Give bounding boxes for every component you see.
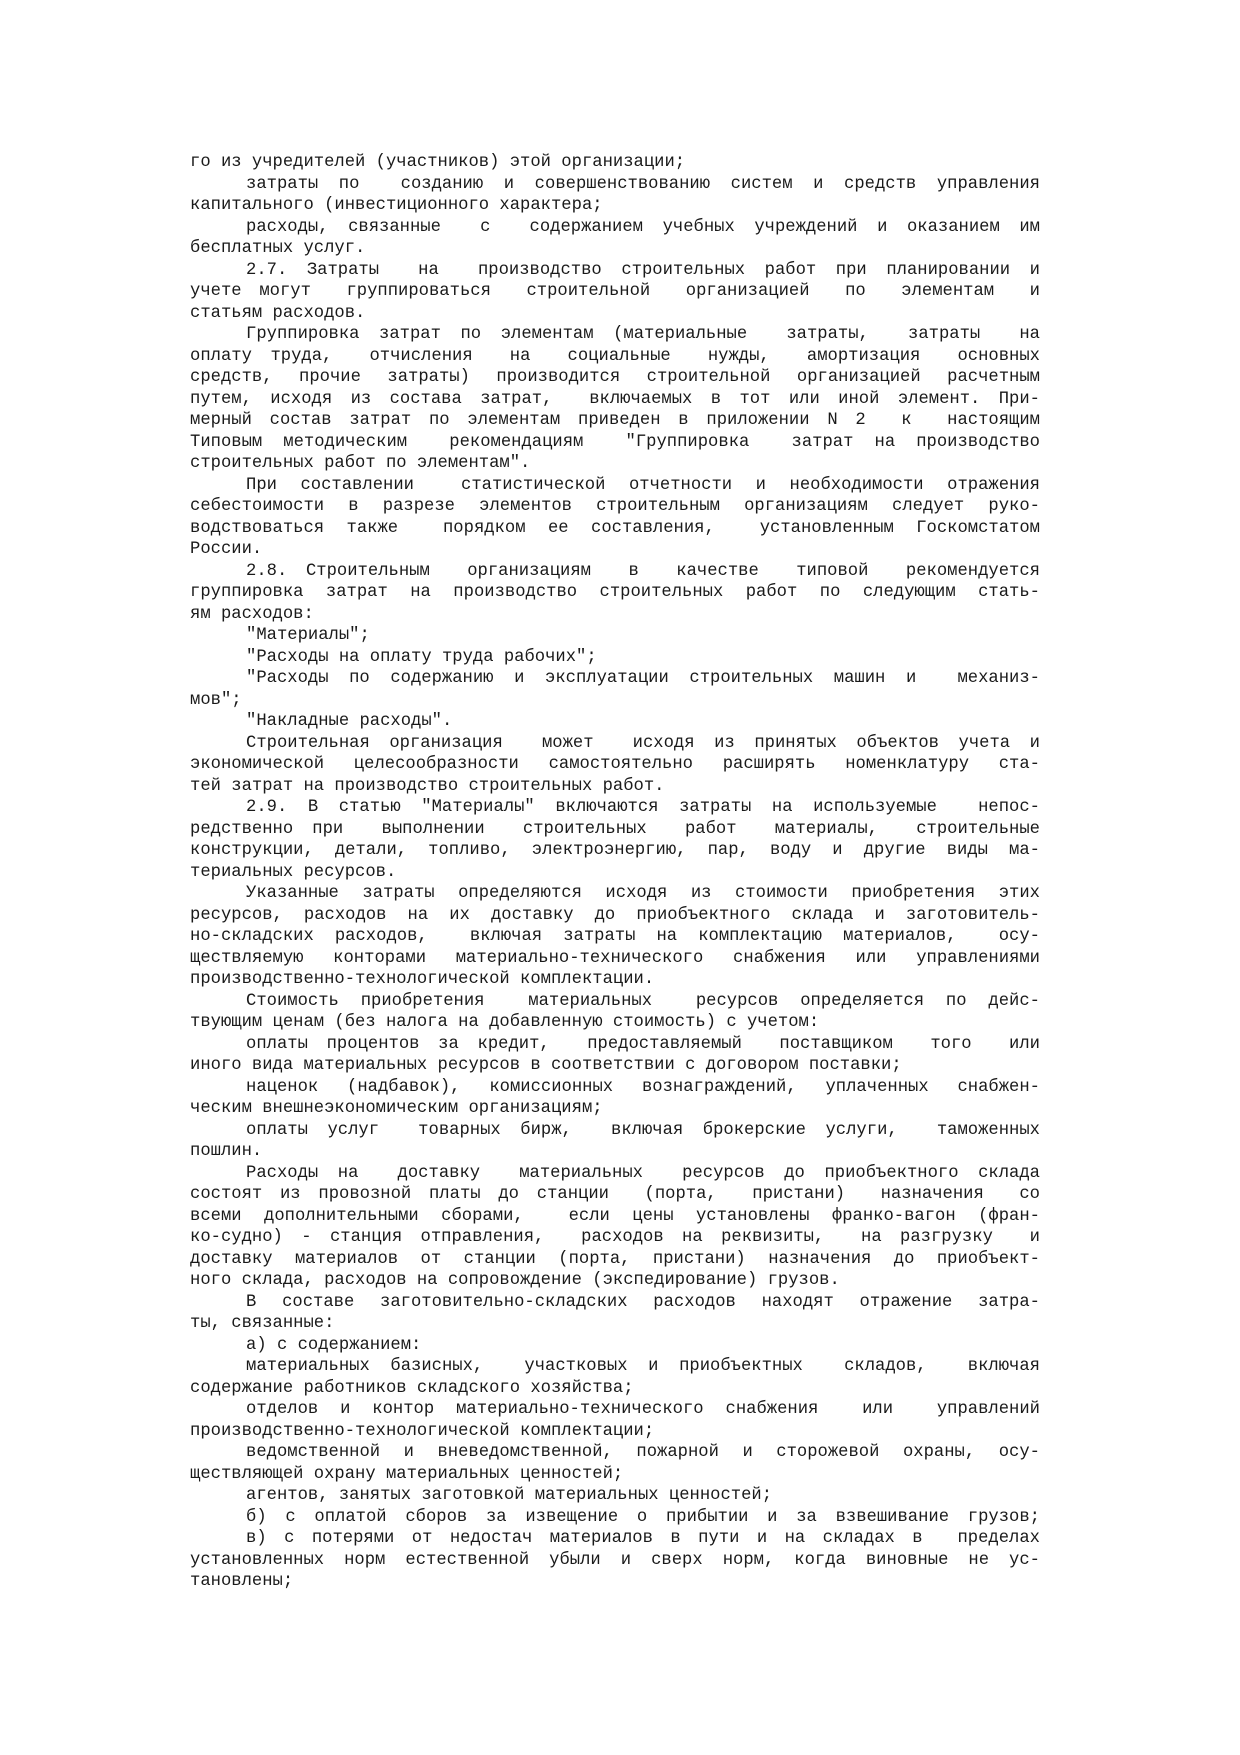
text-line: наценок (надбавок), комиссионных вознаграждений, уплаченных снабжен-	[246, 1077, 1040, 1097]
text-line: оплату труда, отчисления на социальные нужды, амортизация основных	[190, 346, 1040, 366]
text-line: средств, прочие затраты) производится строительной организацией расчетным	[190, 368, 1040, 387]
text-line: отделов и контор материально-технического снабжения или управлений	[246, 1400, 1040, 1419]
document-page	[190, 152, 1040, 1593]
text-line: 2.9. В статью "Материалы" включаются затраты на используемые непос-	[246, 798, 1040, 817]
text-line: всеми дополнительными сборами, если цены установлены франко-вагон (фран-	[190, 1206, 1040, 1226]
text-line: "Расходы на оплату труда рабочих";	[246, 647, 597, 667]
text-line: статьям расходов.	[190, 303, 366, 323]
text-line: учете могут группироваться строительной организацией по элементам и	[190, 282, 1040, 301]
text-line: материальных базисных, участковых и приобъектных складов, включая	[246, 1357, 1040, 1376]
text-line: затраты по созданию и совершенствованию систем и средств управления	[246, 174, 1040, 194]
text-line: ществляющей охрану материальных ценностей;	[190, 1464, 624, 1484]
text-line: установленных норм естественной убыли и сверх норм, когда виновные не ус-	[190, 1550, 1040, 1570]
text-line: оплаты процентов за кредит, предоставляемый поставщиком того или	[246, 1034, 1040, 1054]
text-line: 2.7. Затраты на производство строительных работ при планировании и	[246, 260, 1040, 280]
text-line: строительных работ по элементам".	[190, 454, 531, 473]
text-line: тановлены;	[190, 1572, 294, 1591]
text-line: производственно-технологической комплектации.	[190, 970, 655, 989]
text-line: России.	[190, 540, 263, 559]
text-line: "Расходы по содержанию и эксплуатации строительных машин и механиз-	[246, 669, 1040, 688]
text-line: агентов, занятых заготовкой материальных ценностей;	[246, 1486, 773, 1505]
text-line: твующим ценам (без налога на добавленную стоимость) с учетом:	[190, 1013, 820, 1032]
text-line: ческим внешнеэкономическим организациям;	[190, 1099, 603, 1118]
text-line: содержание работников складского хозяйства;	[190, 1378, 634, 1398]
text-line: Группировка затрат по элементам (материальные затраты, затраты на	[246, 325, 1040, 344]
text-line: оплаты услуг товарных бирж, включая брокерские услуги, таможенных	[246, 1120, 1040, 1140]
text-line: Расходы на доставку материальных ресурсов до приобъектного склада	[246, 1163, 1040, 1183]
text-line: доставку материалов от станции (порта, пристани) назначения до приобъект-	[190, 1249, 1040, 1269]
text-line: териальных ресурсов.	[190, 862, 397, 882]
text-line: 2.8. Строительным организациям в качестве типовой рекомендуется	[246, 561, 1040, 581]
text-line: себестоимости в разрезе элементов строительным организациям следует руко-	[190, 497, 1040, 516]
text-line: группировка затрат на производство строительных работ по следующим стать-	[190, 583, 1040, 602]
text-line: редственно при выполнении строительных работ материалы, строительные	[190, 819, 1040, 839]
text-line: производственно-технологической комплектации;	[190, 1421, 655, 1441]
text-line: При составлении статистической отчетности и необходимости отражения	[246, 475, 1040, 495]
text-line: капитального (инвестиционного характера;	[190, 196, 603, 215]
text-line: ного склада, расходов на сопровождение (экспедирование) грузов.	[190, 1271, 840, 1290]
text-line: в) с потерями от недостач материалов в пути и на складах в пределах	[246, 1529, 1040, 1548]
text-line: "Накладные расходы".	[246, 712, 453, 731]
text-line: Типовым методическим рекомендациям "Группировка затрат на производство	[190, 432, 1040, 452]
text-line: ществляемую конторами материально-технического снабжения или управлениями	[190, 948, 1040, 968]
text-line: путем, исходя из состава затрат, включаемых в тот или иной элемент. При-	[190, 389, 1040, 409]
text-line: тей затрат на производство строительных работ.	[190, 776, 665, 796]
text-line: пошлин.	[190, 1142, 263, 1161]
text-line: ресурсов, расходов на их доставку до приобъектного склада и заготовитель-	[190, 905, 1040, 925]
text-line: мерный состав затрат по элементам приведен в приложении N 2 к настоящим	[190, 411, 1040, 430]
text-line: "Материалы";	[246, 626, 370, 645]
text-line: но-складских расходов, включая затраты на комплектацию материалов, осу-	[190, 927, 1040, 946]
text-line: ям расходов:	[190, 604, 314, 624]
text-line: б) с оплатой сборов за извещение о прибытии и за взвешивание грузов;	[246, 1507, 1040, 1527]
text-line: расходы, связанные с содержанием учебных учреждений и оказанием им	[246, 217, 1040, 237]
text-line: го из учредителей (участников) этой организации;	[190, 153, 686, 172]
text-line: Стоимость приобретения материальных ресурсов определяется по дейс-	[246, 991, 1040, 1011]
text-line: экономической целесообразности самостоятельно расширять номенклатуру ста-	[190, 755, 1040, 774]
text-line: состоят из провозной платы до станции (порта, пристани) назначения со	[190, 1185, 1040, 1204]
text-line: ко-судно) - станция отправления, расходов на реквизиты, на разгрузку и	[190, 1228, 1040, 1247]
text-line: мов";	[190, 690, 242, 710]
text-line: Строительная организация может исходя из принятых объектов учета и	[246, 733, 1040, 753]
text-line: иного вида материальных ресурсов в соответствии с договором поставки;	[190, 1056, 902, 1075]
text-line: ведомственной и вневедомственной, пожарной и сторожевой охраны, осу-	[246, 1443, 1040, 1462]
text-line: конструкции, детали, топливо, электроэнергию, пар, воду и другие виды ма-	[190, 841, 1040, 860]
text-line: бесплатных услуг.	[190, 239, 366, 258]
text-line: а) с содержанием:	[246, 1335, 422, 1355]
text-line: ты, связанные:	[190, 1314, 335, 1333]
text-line: Указанные затраты определяются исходя из стоимости приобретения этих	[246, 884, 1040, 903]
text-line: В составе заготовительно-складских расходов находят отражение затра-	[246, 1292, 1040, 1312]
text-line: водствоваться также порядком ее составления, установленным Госкомстатом	[190, 518, 1040, 538]
